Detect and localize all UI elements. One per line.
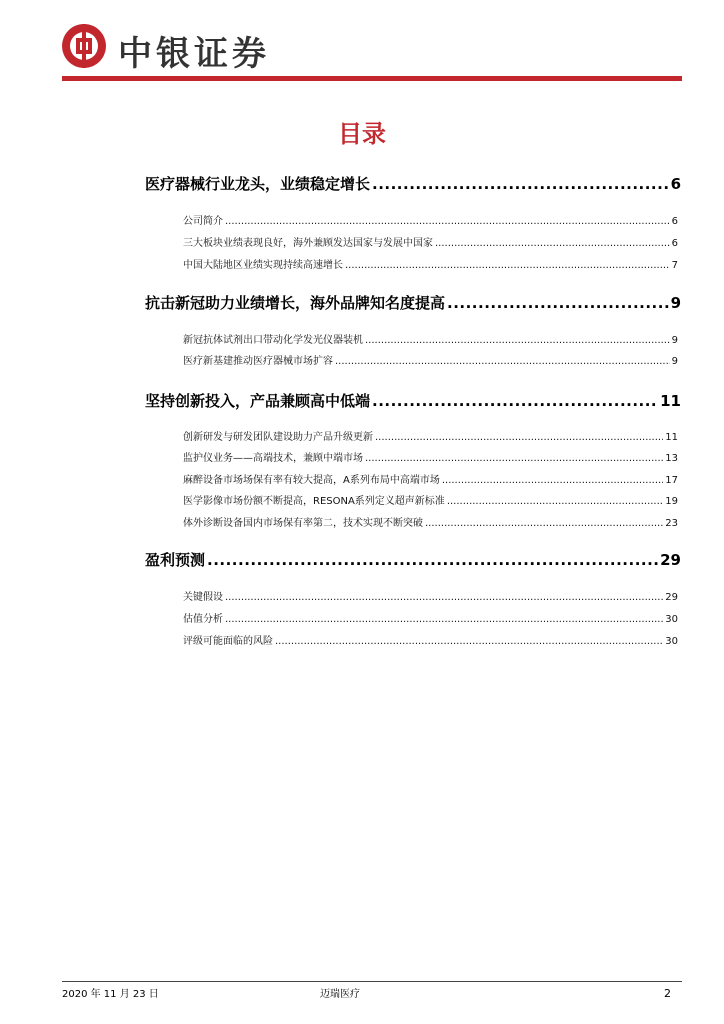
toc-entry-title: 创新研发与研发团队建设助力产品升级更新 [183,432,373,443]
toc-entry-title: 监护仪业务——高端技术，兼顾中端市场 [183,453,363,464]
toc-subsection-entry[interactable] [183,610,678,625]
toc-leader-dots [225,592,663,603]
toc-section-entry[interactable] [145,173,681,194]
toc-leader-dots [375,432,663,443]
toc-leader-dots [207,551,658,569]
toc-entry-title: 抗击新冠助力业绩增长，海外品牌知名度提高 [145,294,446,312]
toc-subsection-entry[interactable] [183,352,678,367]
toc-entry-page: 23 [665,518,678,529]
toc-entry-page: 11 [665,432,678,443]
toc-leader-dots [365,335,670,346]
toc-section-entry[interactable] [145,549,681,570]
toc-entry-title: 医疗器械行业龙头，业绩稳定增长 [145,175,371,193]
footer-date: 2020 年 11 月 23 日 [62,989,159,1000]
toc-leader-dots [435,238,670,249]
toc-leader-dots [345,260,670,271]
toc-entry-title: 关键假设 [183,592,223,603]
toc-entry-title: 医学影像市场份额不断提高，RESONA系列定义超声新标准 [183,496,445,507]
toc-entry-page: 6 [671,216,678,227]
toc-entry-page: 6 [671,238,678,249]
toc-entry-title: 新冠抗体试剂出口带动化学发光仪器装机 [183,335,363,346]
toc-entry-title: 盈利预测 [145,551,206,569]
toc-subsection-entry[interactable] [183,588,678,603]
toc-entry-title: 坚持创新投入，产品兼顾高中低端 [145,392,371,410]
toc-entry-page: 13 [665,453,678,464]
toc-subsection-entry[interactable] [183,632,678,647]
toc-entry-page: 30 [665,614,678,625]
toc-entry-page: 19 [665,496,678,507]
toc-entry-page: 30 [665,636,678,647]
toc-entry-page: 11 [660,392,681,410]
toc-subsection-entry[interactable] [183,331,678,346]
toc-subsection-entry[interactable] [183,234,678,249]
toc-leader-dots [372,175,669,193]
toc-entry-title: 估值分析 [183,614,223,625]
toc-subsection-entry[interactable] [183,212,678,227]
footer-divider [62,981,682,982]
toc-leader-dots [335,356,670,367]
toc-subsection-entry[interactable] [183,492,678,507]
toc-section-entry[interactable] [145,292,681,313]
toc-entry-title: 体外诊断设备国内市场保有率第二，技术实现不断突破 [183,518,423,529]
bank-of-china-logo-icon [62,24,106,68]
toc-entry-title: 三大板块业绩表现良好，海外兼顾发达国家与发展中国家 [183,238,433,249]
toc-entry-page: 9 [670,294,681,312]
toc-leader-dots [447,496,663,507]
toc-subsection-entry[interactable] [183,428,678,443]
toc-leader-dots [275,636,663,647]
toc-subsection-entry[interactable] [183,256,678,271]
toc-leader-dots [447,294,669,312]
toc-section-entry[interactable] [145,390,681,411]
toc-entry-title: 公司简介 [183,216,223,227]
toc-entry-page: 17 [665,475,678,486]
toc-leader-dots [372,392,658,410]
header-divider [62,76,682,81]
footer-company: 迈瑞医疗 [320,989,360,1000]
toc-leader-dots [442,475,663,486]
toc-entry-page: 29 [660,551,681,569]
toc-entry-page: 7 [671,260,678,271]
toc-entry-page: 6 [670,175,681,193]
toc-leader-dots [365,453,663,464]
toc-leader-dots [225,216,670,227]
toc-entry-title: 医疗新基建推动医疗器械市场扩容 [183,356,333,367]
toc-entry-page: 9 [671,356,678,367]
toc-subsection-entry[interactable] [183,514,678,529]
toc-entry-page: 29 [665,592,678,603]
page-number: 2 [664,987,671,1000]
toc-entry-title: 中国大陆地区业绩实现持续高速增长 [183,260,343,271]
toc-entry-title: 评级可能面临的风险 [183,636,273,647]
toc-entry-page: 9 [671,335,678,346]
toc-entry-title: 麻醉设备市场场保有率有较大提高，A系列布局中高端市场 [183,475,440,486]
toc-leader-dots [425,518,663,529]
toc-subsection-entry[interactable] [183,449,678,464]
toc-subsection-entry[interactable] [183,471,678,486]
brand-name: 中银证券 [118,34,270,74]
toc-leader-dots [225,614,663,625]
page-title: 目录 [338,120,386,148]
header [62,22,682,74]
